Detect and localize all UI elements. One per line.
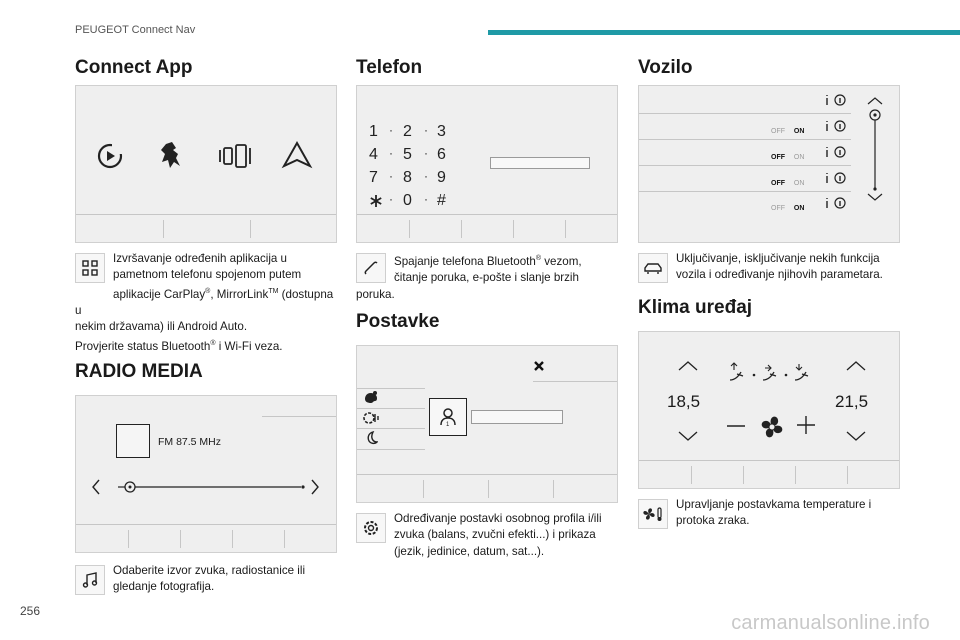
fan-icon[interactable] xyxy=(757,412,787,442)
profile-button[interactable] xyxy=(429,398,467,436)
station-artwork xyxy=(116,424,150,458)
section-title-klima: Klima uređaj xyxy=(638,297,753,318)
close-icon[interactable] xyxy=(533,360,545,372)
screen-radio-media xyxy=(75,395,337,553)
screen-vozilo xyxy=(638,85,900,243)
car-icon xyxy=(638,253,668,283)
apps-grid-icon xyxy=(75,253,105,283)
music-note-icon xyxy=(75,565,105,595)
profile-name-field[interactable] xyxy=(471,410,563,424)
watermark: carmanualsonline.info xyxy=(731,612,930,634)
info-icon[interactable] xyxy=(825,197,847,209)
desc-vozilo: Uključivanje, isključivanje nekih funkcija vozila i određivanje njihovih parametara. xyxy=(638,251,900,291)
section-title-connect-app: Connect App xyxy=(75,57,193,78)
temp-right-down-chevron-icon[interactable] xyxy=(845,430,867,442)
settings-gear-icon xyxy=(356,513,386,543)
section-title-radio-media: RADIO MEDIA xyxy=(75,361,203,382)
station-frequency: FM 87.5 MHz xyxy=(158,436,222,448)
screen-klima xyxy=(638,331,900,489)
column-connect-app xyxy=(75,57,337,597)
column-telefon xyxy=(356,57,618,560)
phone-handset-icon xyxy=(356,253,386,283)
climate-fan-temp-icon xyxy=(638,499,668,529)
temp-left-down-chevron-icon[interactable] xyxy=(677,430,699,442)
section-title-vozilo: Vozilo xyxy=(638,57,693,78)
temperature-left: 18,5 xyxy=(667,392,701,411)
peugeot-lion-icon[interactable] xyxy=(156,140,186,172)
desc-klima: Upravljanje postavkama temperature i protoka zraka. xyxy=(638,497,900,530)
info-icon[interactable] xyxy=(825,94,847,106)
mirrorlink-icon[interactable] xyxy=(218,142,252,170)
android-auto-icon[interactable] xyxy=(281,140,313,170)
next-chevron-icon[interactable] xyxy=(310,478,320,496)
palette-icon[interactable] xyxy=(363,390,379,406)
desc-telefon: Spajanje telefona Bluetooth® vezom, čitanje poruka, e-pošte i slanje brzih poruka. xyxy=(356,254,582,301)
info-icon[interactable] xyxy=(825,120,847,132)
section-title-telefon: Telefon xyxy=(356,57,423,78)
screen-connect-app xyxy=(75,85,337,243)
info-icon[interactable] xyxy=(825,146,847,158)
page-number: 256 xyxy=(20,604,41,618)
desc-connect-app: Izvršavanje određenih aplikacija u pametnom telefonu spojenom putem aplikacije CarPlay®, MirrorLink™ (dostupna u nekim državama) ili Android Auto. Provjerite status Bluetooth® i Wi-Fi veza. xyxy=(75,252,334,353)
keypad[interactable]: 1 · 2 · 3 4 · 5 · 6 7 · 8 · 9 · 0 · # xyxy=(369,123,446,209)
previous-chevron-icon[interactable] xyxy=(91,478,101,496)
night-mode-icon[interactable] xyxy=(364,431,378,445)
column-vozilo xyxy=(638,57,900,531)
temperature-right: 21,5 xyxy=(835,392,869,411)
section-title-postavke: Postavke xyxy=(356,311,440,332)
star-key-icon xyxy=(369,194,383,208)
carplay-icon[interactable] xyxy=(96,142,124,170)
info-icon[interactable] xyxy=(825,172,847,184)
vertical-scrollbar[interactable] xyxy=(865,96,885,202)
running-header: PEUGEOT Connect Nav xyxy=(75,24,196,36)
fan-decrease-icon[interactable] xyxy=(727,424,745,428)
temp-right-up-chevron-icon[interactable] xyxy=(845,360,867,372)
screen-postavke xyxy=(356,345,618,503)
number-input[interactable] xyxy=(490,157,590,169)
temp-left-up-chevron-icon[interactable] xyxy=(677,360,699,372)
toggle-row-3[interactable]: OFF ON xyxy=(771,180,805,187)
toggle-row-4[interactable]: OFF ON xyxy=(771,205,805,212)
toggle-row-1[interactable]: OFF ON xyxy=(771,128,805,135)
header-accent-bar xyxy=(488,30,960,35)
desc-radio-media: Odaberite izvor zvuka, radiostanice ili gledanje fotografija. xyxy=(75,563,337,596)
airflow-modes-icon[interactable] xyxy=(727,362,819,384)
audio-settings-icon[interactable] xyxy=(362,410,380,426)
frequency-slider[interactable] xyxy=(118,480,308,494)
svg-text:1: 1 xyxy=(446,422,450,427)
desc-postavke: Određivanje postavki osobnog profila i/ili zvuka (balans, zvučni efekti...) i prikaza (jezik, jedinice, datum, sat...). xyxy=(356,511,618,560)
toggle-row-2[interactable]: OFF ON xyxy=(771,154,805,161)
fan-increase-icon[interactable] xyxy=(797,416,815,434)
screen-telefon xyxy=(356,85,618,243)
